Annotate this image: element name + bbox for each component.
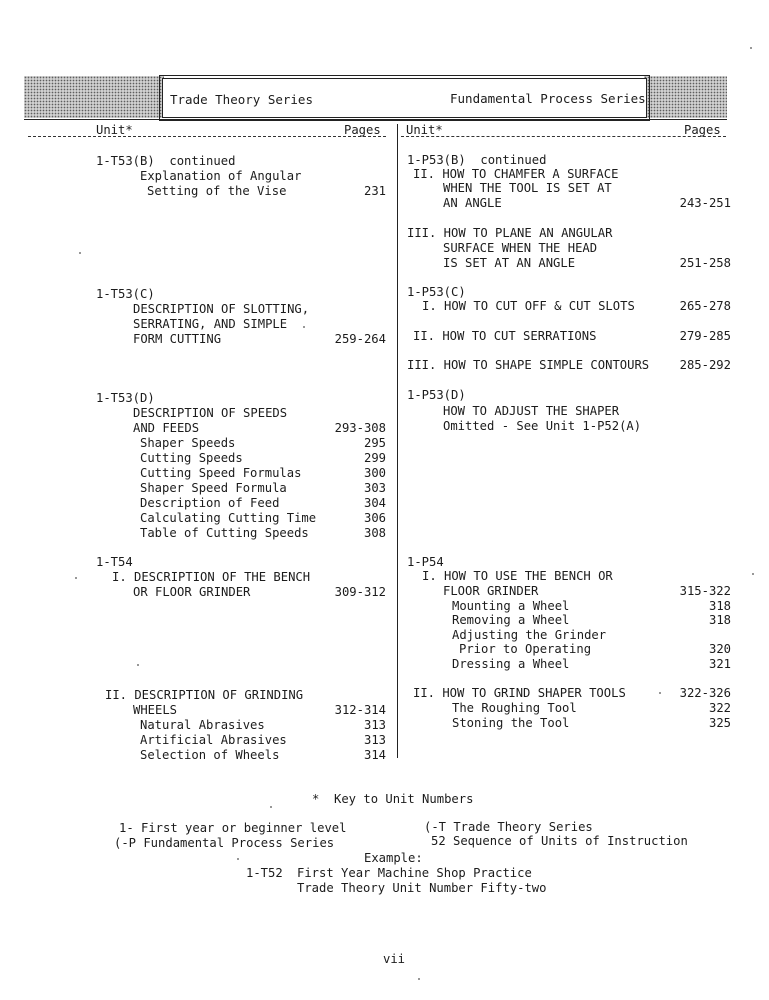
right-shaded-band bbox=[644, 76, 727, 118]
right-unit-heading: Unit* bbox=[406, 123, 443, 137]
toc-entry-page: 312-314 bbox=[334, 703, 386, 717]
scan-speck bbox=[418, 978, 420, 980]
toc-entry-text: The Roughing Tool bbox=[452, 701, 577, 715]
scan-speck bbox=[137, 664, 139, 666]
toc-entry-text: Adjusting the Grinder bbox=[452, 628, 607, 642]
toc-entry-text: 1-P53(C) bbox=[407, 285, 466, 299]
key-first-year: 1- First year or beginner level bbox=[119, 821, 347, 835]
left-series-title: Trade Theory Series bbox=[170, 92, 313, 107]
toc-entry-text: Prior to Operating bbox=[459, 642, 592, 656]
toc-entry-page: 308 bbox=[363, 526, 386, 540]
toc-entry-text: WHEN THE TOOL IS SET AT bbox=[443, 181, 612, 195]
toc-entry-text: HOW TO ADJUST THE SHAPER bbox=[443, 404, 620, 418]
toc-entry-text: WHEELS bbox=[133, 703, 178, 717]
key-example-code: 1-T52 bbox=[246, 866, 283, 880]
toc-entry-text: AN ANGLE bbox=[443, 196, 502, 210]
toc-entry-page: 304 bbox=[363, 496, 386, 510]
toc-entry-text: Artificial Abrasives bbox=[140, 733, 287, 747]
toc-entry-page: 309-312 bbox=[334, 585, 386, 599]
toc-entry-text: 1-T53(D) bbox=[96, 391, 155, 405]
toc-entry-text: OR FLOOR GRINDER bbox=[133, 585, 251, 599]
scan-speck bbox=[79, 252, 81, 254]
toc-entry-page: 243-251 bbox=[679, 196, 731, 210]
column-divider bbox=[397, 124, 398, 758]
toc-entry-page: 265-278 bbox=[679, 299, 731, 313]
toc-entry-text: Omitted - See Unit 1-P52(A) bbox=[443, 419, 642, 433]
right-series-title: Fundamental Process Series bbox=[450, 91, 646, 106]
toc-entry-text: III. HOW TO PLANE AN ANGULAR bbox=[407, 226, 613, 240]
toc-entry-text: 1-P53(D) bbox=[407, 388, 466, 402]
toc-entry-text: Dressing a Wheel bbox=[452, 657, 570, 671]
toc-entry-text: Cutting Speeds bbox=[140, 451, 243, 465]
toc-entry-text: II. HOW TO CHAMFER A SURFACE bbox=[413, 167, 619, 181]
key-fundamental-process: (-P Fundamental Process Series bbox=[114, 836, 335, 850]
toc-entry-text: AND FEEDS bbox=[133, 421, 200, 435]
toc-entry-text: Natural Abrasives bbox=[140, 718, 265, 732]
toc-entry-text: IS SET AT AN ANGLE bbox=[443, 256, 576, 270]
toc-entry-page: 293-308 bbox=[334, 421, 386, 435]
toc-entry-page: 251-258 bbox=[679, 256, 731, 270]
key-sequence: 52 Sequence of Units of Instruction bbox=[431, 834, 688, 848]
toc-entry-page: 295 bbox=[363, 436, 386, 450]
toc-entry-text: II. HOW TO CUT SERRATIONS bbox=[413, 329, 597, 343]
toc-entry-page: 303 bbox=[363, 481, 386, 495]
toc-entry-text: Stoning the Tool bbox=[452, 716, 570, 730]
scan-speck bbox=[752, 573, 754, 575]
scan-speck bbox=[270, 806, 272, 808]
toc-entry-text: II. HOW TO GRIND SHAPER TOOLS bbox=[413, 686, 626, 700]
toc-entry-page: 318 bbox=[708, 613, 731, 627]
page-number: vii bbox=[383, 952, 406, 966]
toc-entry-text: I. HOW TO USE THE BENCH OR bbox=[422, 569, 613, 583]
toc-entry-page: 259-264 bbox=[334, 332, 386, 346]
toc-entry-text: 1-P53(B) continued bbox=[407, 153, 547, 167]
scan-speck bbox=[75, 577, 77, 579]
scan-speck bbox=[237, 858, 239, 860]
left-heading-underline bbox=[28, 136, 386, 137]
toc-entry-page: 314 bbox=[363, 748, 386, 762]
toc-entry-page: 325 bbox=[708, 716, 731, 730]
toc-entry-text: Removing a Wheel bbox=[452, 613, 570, 627]
toc-entry-page: 306 bbox=[363, 511, 386, 525]
toc-entry-text: Table of Cutting Speeds bbox=[140, 526, 309, 540]
toc-entry-page: 315-322 bbox=[679, 584, 731, 598]
header-top-rule bbox=[24, 119, 727, 120]
toc-entry-text: Shaper Speed Formula bbox=[140, 481, 287, 495]
toc-entry-text: I. DESCRIPTION OF THE BENCH bbox=[112, 570, 311, 584]
left-shaded-band bbox=[24, 76, 164, 118]
scan-speck bbox=[750, 47, 752, 49]
key-example-line2: Trade Theory Unit Number Fifty-two bbox=[297, 881, 547, 895]
key-example-label: Example: bbox=[364, 851, 423, 865]
right-pages-heading: Pages bbox=[684, 123, 721, 137]
toc-entry-text: 1-T53(C) bbox=[96, 287, 155, 301]
toc-entry-text: Description of Feed bbox=[140, 496, 280, 510]
toc-entry-page: 299 bbox=[363, 451, 386, 465]
toc-entry-page: 318 bbox=[708, 599, 731, 613]
toc-entry-text: Setting of the Vise bbox=[147, 184, 287, 198]
toc-entry-text: SURFACE WHEN THE HEAD bbox=[443, 241, 598, 255]
toc-entry-page: 300 bbox=[363, 466, 386, 480]
toc-entry-text: DESCRIPTION OF SLOTTING, bbox=[133, 302, 310, 316]
toc-entry-text: II. DESCRIPTION OF GRINDING bbox=[105, 688, 304, 702]
toc-entry-page: 322 bbox=[708, 701, 731, 715]
toc-entry-page: 285-292 bbox=[679, 358, 731, 372]
toc-entry-text: FLOOR GRINDER bbox=[443, 584, 539, 598]
toc-entry-page: 320 bbox=[708, 642, 731, 656]
toc-entry-page: 313 bbox=[363, 733, 386, 747]
toc-entry-page: 313 bbox=[363, 718, 386, 732]
right-heading-underline bbox=[401, 136, 726, 137]
toc-entry-text: Selection of Wheels bbox=[140, 748, 280, 762]
toc-entry-text: 1-T53(B) continued bbox=[96, 154, 236, 168]
scan-speck bbox=[303, 326, 305, 328]
scan-speck bbox=[659, 692, 661, 694]
toc-entry-text: SERRATING, AND SIMPLE bbox=[133, 317, 288, 331]
toc-entry-page: 231 bbox=[363, 184, 386, 198]
key-example-line1: First Year Machine Shop Practice bbox=[297, 866, 532, 880]
toc-entry-text: 1-T54 bbox=[96, 555, 133, 569]
toc-entry-text: Calculating Cutting Time bbox=[140, 511, 317, 525]
toc-entry-text: Mounting a Wheel bbox=[452, 599, 570, 613]
toc-entry-text: III. HOW TO SHAPE SIMPLE CONTOURS bbox=[407, 358, 650, 372]
key-title: * Key to Unit Numbers bbox=[312, 792, 474, 806]
key-trade-theory: (-T Trade Theory Series bbox=[424, 820, 593, 834]
toc-entry-page: 322-326 bbox=[679, 686, 731, 700]
toc-entry-page: 321 bbox=[708, 657, 731, 671]
toc-entry-text: Cutting Speed Formulas bbox=[140, 466, 302, 480]
toc-entry-text: Explanation of Angular bbox=[140, 169, 302, 183]
toc-entry-text: FORM CUTTING bbox=[133, 332, 222, 346]
toc-entry-text: DESCRIPTION OF SPEEDS bbox=[133, 406, 288, 420]
left-unit-heading: Unit* bbox=[96, 123, 133, 137]
toc-entry-page: 279-285 bbox=[679, 329, 731, 343]
toc-entry-text: Shaper Speeds bbox=[140, 436, 236, 450]
left-pages-heading: Pages bbox=[344, 123, 381, 137]
toc-entry-text: I. HOW TO CUT OFF & CUT SLOTS bbox=[422, 299, 635, 313]
toc-entry-text: 1-P54 bbox=[407, 555, 444, 569]
